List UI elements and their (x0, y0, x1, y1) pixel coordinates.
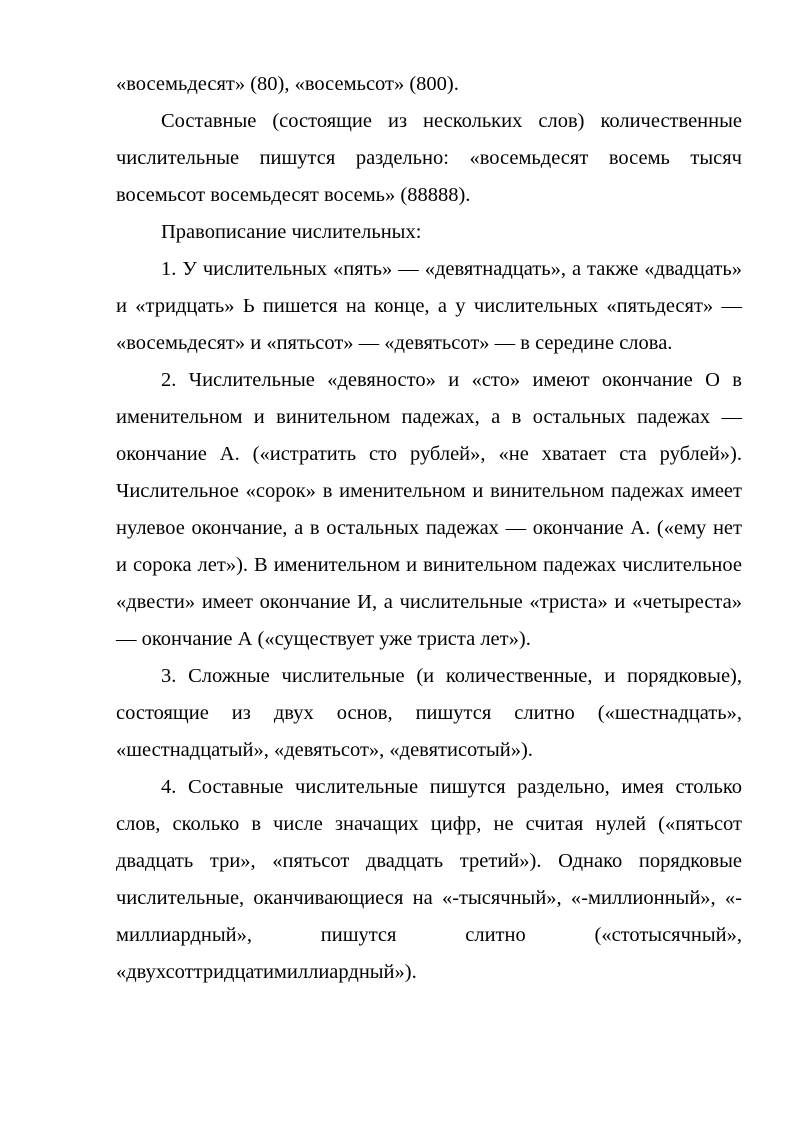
paragraph-rule-1: 1. У числительных «пять» — «девятнадцать», а также «двадцать» и «тридцать» Ь пишется на конце, а у числительных «пятьдесят» — «восемьдесят» и «пятьсот» — «девятьсот» — в середине слова. (116, 258, 742, 354)
paragraph-rule-3: 3. Сложные числительные (и количественные, и порядковые), состоящие из двух основ, пишутся слитно («шестнадцать», «шестнадцатый», «девятьсот», «девятисотый»). (116, 665, 742, 761)
paragraph-rule-4: 4. Составные числительные пишутся раздельно, имея столько слов, сколько в числе значащих цифр, не считая нулей («пятьсот двадцать три», «пятьсот двадцать третий»). Однако порядковые числительные, оканчивающиеся на «-тысячный», «-миллионный», «-миллиардный», пишутся слитно («стотысячный», «двухсоттридцатимиллиардный»). (116, 776, 742, 983)
paragraph-continuation: «восемьдесят» (80), «восемьсот» (800). (116, 73, 459, 95)
paragraph-compound-numerals: Составные (состоящие из нескольких слов) количественные числительные пишутся раздельно: «восемьдесят восемь тысяч восемьсот восемьдесят восемь» (88888). (116, 110, 742, 206)
paragraph-rules-heading: Правописание числительных: (161, 221, 422, 243)
paragraph-rule-2: 2. Числительные «девяносто» и «сто» имеют окончание О в именительном и винительном падежах, а в остальных падежах — окончание А. («истратить сто рублей», «не хватает ста рублей»). Числительное «сорок» в именительном и винительном падежах имеет нулевое окончание, а в остальных падежах — окончание А. («ему нет и сорока лет»). В именительном и винительном падежах числительное «двести» имеет окончание И, а числительные «триста» и «четыреста» — окончание А («существует уже триста лет»). (116, 369, 742, 650)
document-page (116, 66, 742, 991)
